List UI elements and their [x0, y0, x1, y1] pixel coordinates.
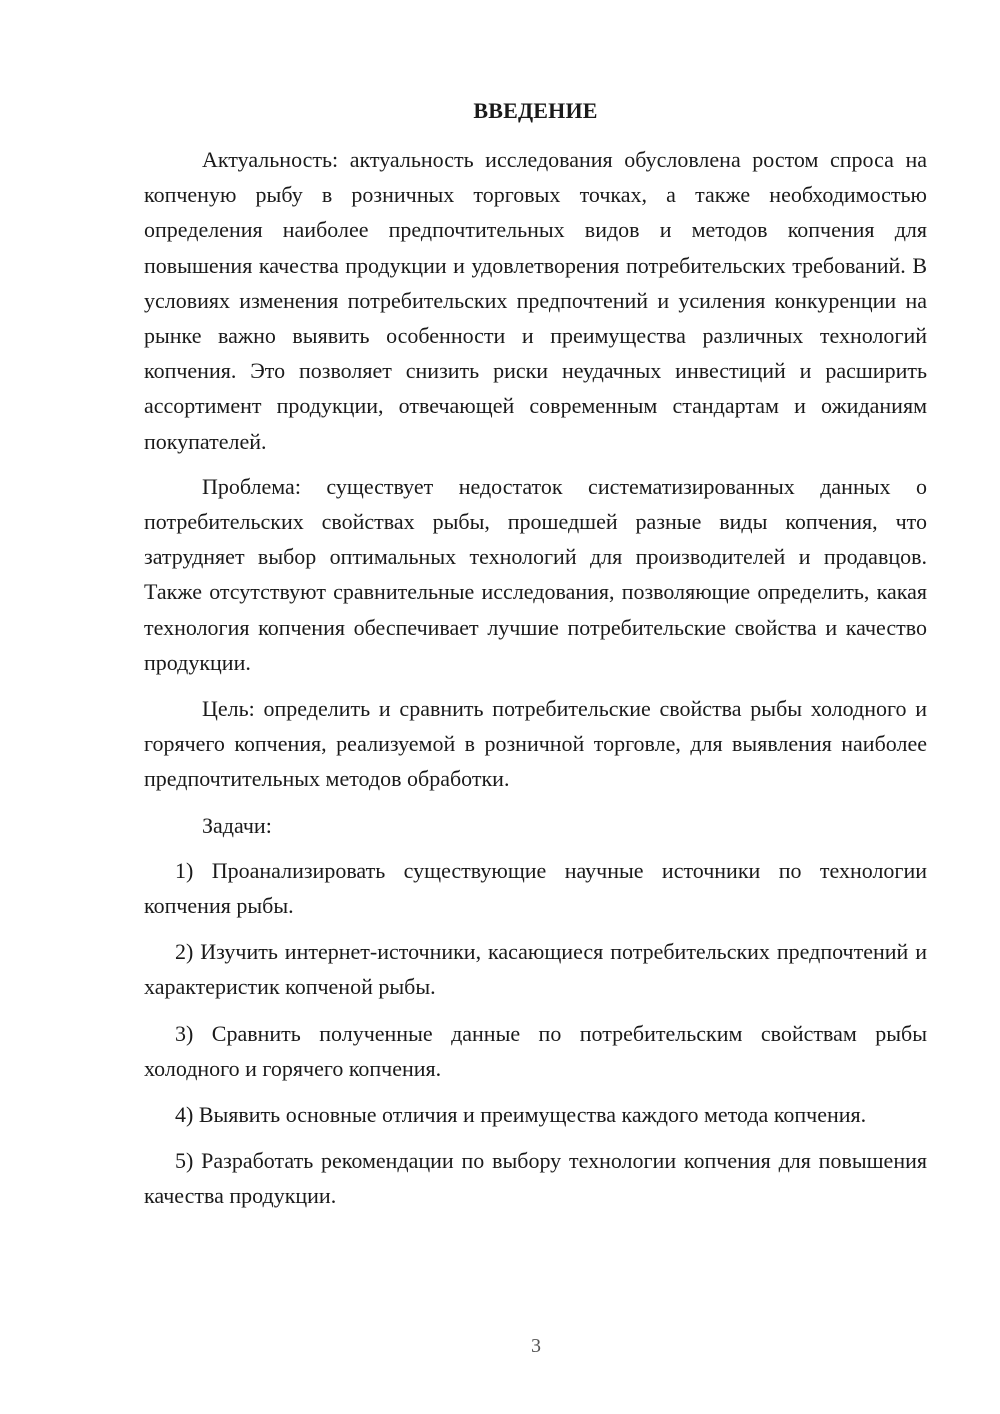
task-item: 2) Изучить интернет-источники, касающиеся потребительских предпочтений и характеристик копченой рыбы.: [144, 939, 927, 1000]
tasks-list: [144, 853, 927, 1214]
task-item: 1) Проанализировать существующие научные источники по технологии копчения рыбы.: [144, 857, 927, 919]
task-item: 5) Разработать рекомендации по выбору технологии копчения для повышения качества продукции.: [144, 1148, 927, 1209]
problem-paragraph: Проблема: существует недостаток систематизированных данных о потребительских свойствах рыбы, прошедшей разные виды копчения, что затрудняет выбор оптимальных технологий для производителей и продавцов. Также отсутствуют сравнительные исследования, позволяющие определить, какая технология копчения обеспечивает лучшие потребительские свойства и качество продукции.: [144, 473, 927, 675]
task-item: 4) Выявить основные отличия и преимущества каждого метода копчения.: [175, 1102, 867, 1128]
document-page: [144, 96, 927, 1214]
relevance-paragraph: Актуальность: актуальность исследования обусловлена ростом спроса на копченую рыбу в розничных торговых точках, а также необходимостью определения наиболее предпочтительных видов и методов копчения для повышения качества продукции и удовлетворения потребительских требований. В условиях изменения потребительских предпочтений и усиления конкуренции на рынке важно выявить особенности и преимущества различных технологий копчения. Это позволяет снизить риски неудачных инвестиций и расширить ассортимент продукции, отвечающей современным стандартам и ожиданиям покупателей.: [144, 147, 927, 454]
section-title: ВВЕДЕНИЕ: [473, 98, 598, 123]
page-number: 3: [531, 1335, 541, 1357]
task-item: 3) Сравнить полученные данные по потребительским свойствам рыбы холодного и горячего копчения.: [144, 1020, 927, 1081]
goal-paragraph: Цель: определить и сравнить потребительские свойства рыбы холодного и горячего копчения, реализуемой в розничной торговле, для выявления наиболее предпочтительных методов обработки.: [144, 696, 927, 792]
tasks-label: Задачи:: [202, 812, 272, 838]
